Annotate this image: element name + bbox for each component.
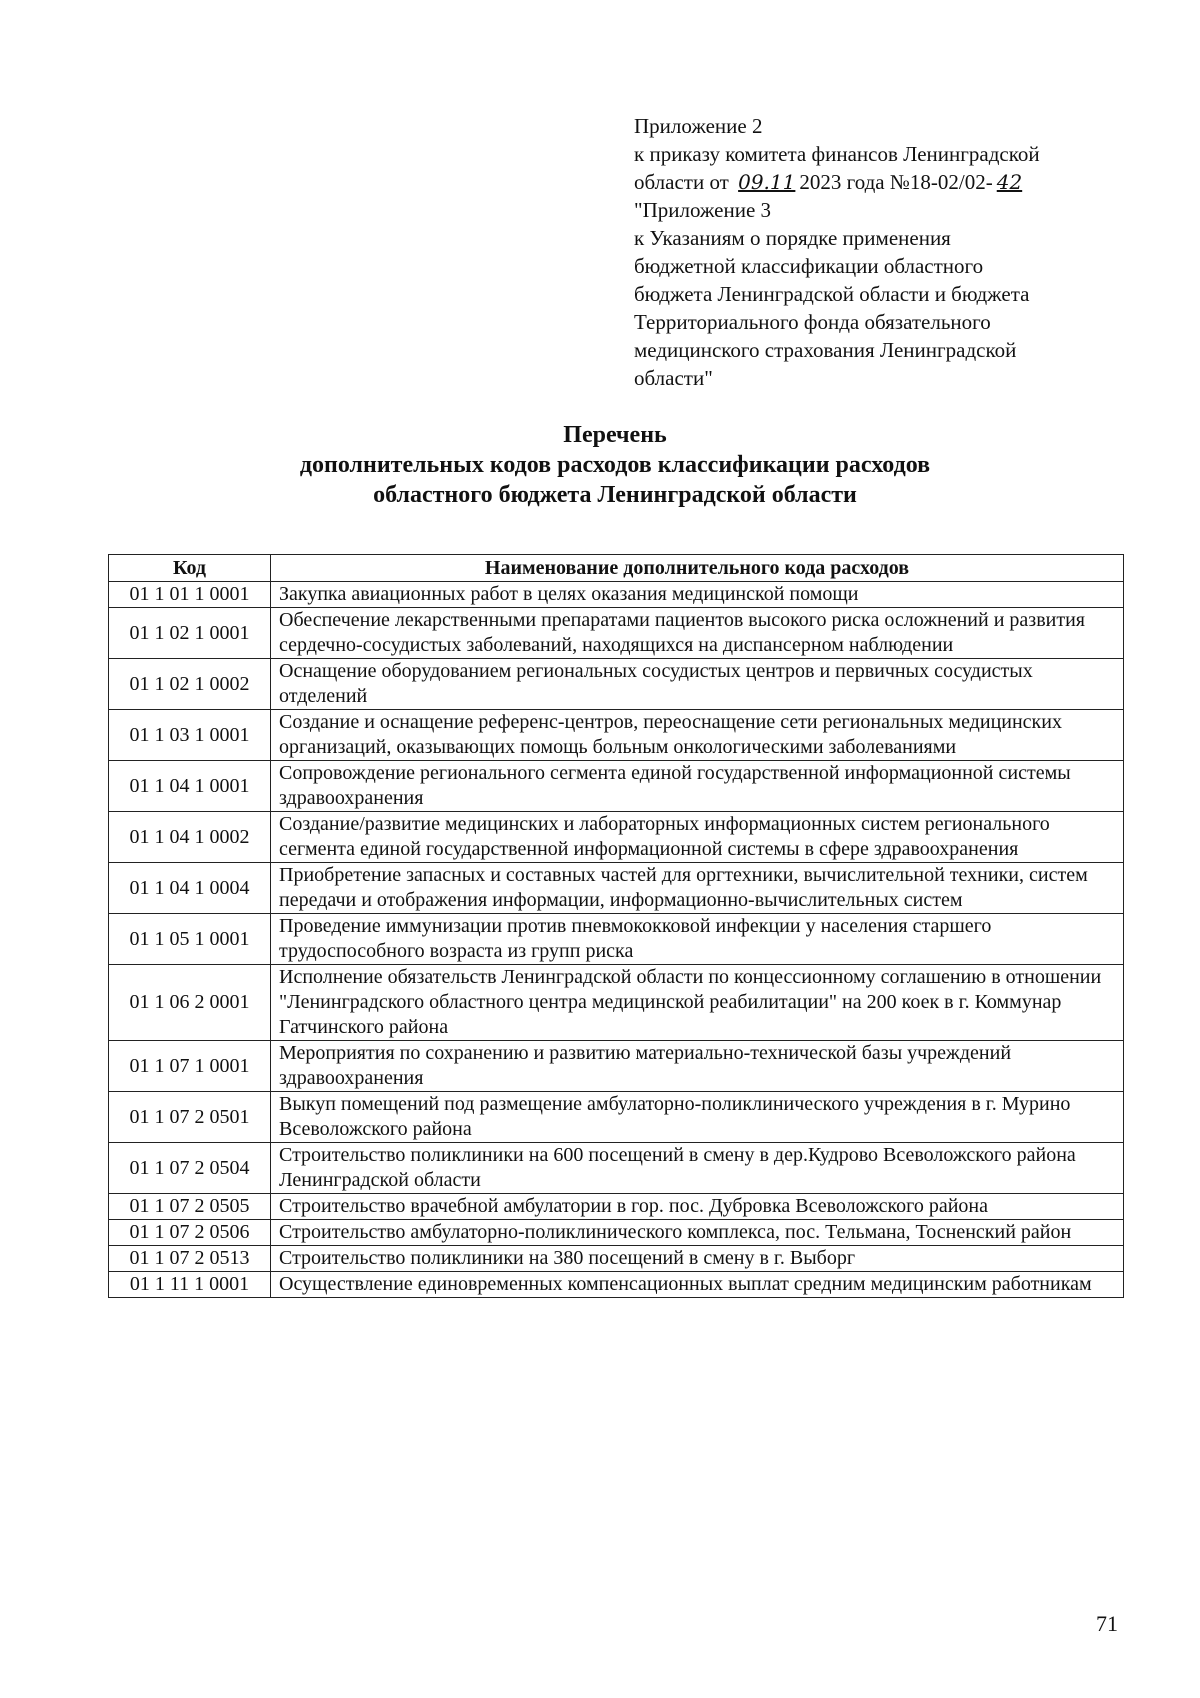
- appendix-header: [634, 112, 1134, 392]
- appendix-line: к Указаниям о порядке применения: [634, 226, 951, 250]
- table-row: [109, 965, 1124, 1041]
- appendix-line: области": [634, 366, 713, 390]
- table-row: [109, 582, 1124, 608]
- name-cell: Строительство амбулаторно-поликлинического комплекса, пос. Тельмана, Тосненский район: [271, 1220, 1124, 1246]
- code-cell: 01 1 02 1 0001: [109, 608, 271, 659]
- name-cell: Проведение иммунизации против пневмококковой инфекции у населения старшего трудоспособного возраста из групп риска: [271, 914, 1124, 965]
- table-row: [109, 761, 1124, 812]
- name-cell: Выкуп помещений под размещение амбулаторно-поликлинического учреждения в г. Мурино Всеволожского района: [271, 1092, 1124, 1143]
- name-cell: Создание и оснащение референс-центров, переоснащение сети региональных медицинских организаций, оказывающих помощь больным онкологическими заболеваниями: [271, 710, 1124, 761]
- appendix-line: к приказу комитета финансов Ленинградской: [634, 142, 1040, 166]
- appendix-line: бюджета Ленинградской области и бюджета: [634, 282, 1030, 306]
- appendix-order-line: [634, 168, 1134, 196]
- code-cell: 01 1 02 1 0002: [109, 659, 271, 710]
- expense-codes-table: [108, 554, 1124, 1298]
- name-cell: Сопровождение регионального сегмента единой государственной информационной системы здравоохранения: [271, 761, 1124, 812]
- title-line: областного бюджета Ленинградской области: [373, 482, 857, 508]
- table-row: [109, 914, 1124, 965]
- code-cell: 01 1 03 1 0001: [109, 710, 271, 761]
- code-cell: 01 1 04 1 0004: [109, 863, 271, 914]
- name-cell: Обеспечение лекарственными препаратами пациентов высокого риска осложнений и развития сердечно-сосудистых заболеваний, находящихся на диспансерном наблюдении: [271, 608, 1124, 659]
- name-cell: Осуществление единовременных компенсационных выплат средним медицинским работникам: [271, 1272, 1124, 1298]
- title-line: Перечень: [563, 422, 667, 448]
- table-row: [109, 1143, 1124, 1194]
- name-cell: Строительство поликлиники на 380 посещений в смену в г. Выборг: [271, 1246, 1124, 1272]
- appendix-line: медицинского страхования Ленинградской: [634, 338, 1017, 362]
- table-row: [109, 608, 1124, 659]
- name-cell: Исполнение обязательств Ленинградской области по концессионному соглашению в отношении "Ленинградского областного центра медицинской реабилитации" на 200 коек в г. Коммунар Гатчинского района: [271, 965, 1124, 1041]
- code-cell: 01 1 07 2 0506: [109, 1220, 271, 1246]
- code-cell: 01 1 11 1 0001: [109, 1272, 271, 1298]
- code-cell: 01 1 07 2 0501: [109, 1092, 271, 1143]
- title-line: дополнительных кодов расходов классификации расходов: [299, 452, 931, 478]
- code-cell: 01 1 07 2 0513: [109, 1246, 271, 1272]
- code-cell: 01 1 01 1 0001: [109, 582, 271, 608]
- table-row: [109, 1092, 1124, 1143]
- column-header-code: Код: [109, 555, 271, 582]
- table-row: [109, 1220, 1124, 1246]
- table-row: [109, 863, 1124, 914]
- code-cell: 01 1 06 2 0001: [109, 965, 271, 1041]
- appendix-line: Территориального фонда обязательного: [634, 310, 991, 334]
- appendix-line: "Приложение 3: [634, 198, 772, 222]
- name-cell: Мероприятия по сохранению и развитию материально-технической базы учреждений здравоохранения: [271, 1041, 1124, 1092]
- code-cell: 01 1 07 2 0504: [109, 1143, 271, 1194]
- document-title: [110, 420, 1120, 510]
- table-row: [109, 1272, 1124, 1298]
- appendix-text: 2023 года №18-02/02-: [799, 170, 993, 194]
- table-header-row: [109, 555, 1124, 582]
- name-cell: Строительство врачебной амбулатории в гор. пос. Дубровка Всеволожского района: [271, 1194, 1124, 1220]
- handwritten-date: 09.11: [738, 170, 796, 194]
- appendix-text: области от: [634, 170, 729, 194]
- code-cell: 01 1 07 1 0001: [109, 1041, 271, 1092]
- name-cell: Строительство поликлиники на 600 посещений в смену в дер.Кудрово Всеволожского района Ленинградской области: [271, 1143, 1124, 1194]
- table-row: [109, 1246, 1124, 1272]
- code-cell: 01 1 04 1 0002: [109, 812, 271, 863]
- table-row: [109, 710, 1124, 761]
- appendix-line: бюджетной классификации областного: [634, 254, 984, 278]
- table-row: [109, 1194, 1124, 1220]
- handwritten-order-number: 42: [996, 170, 1023, 194]
- name-cell: Приобретение запасных и составных частей для оргтехники, вычислительной техники, систем передачи и отображения информации, информационно-вычислительных систем: [271, 863, 1124, 914]
- column-header-name: Наименование дополнительного кода расходов: [271, 555, 1124, 582]
- table-row: [109, 812, 1124, 863]
- code-cell: 01 1 04 1 0001: [109, 761, 271, 812]
- table-row: [109, 1041, 1124, 1092]
- page-number: 71: [1096, 1611, 1118, 1636]
- appendix-line: Приложение 2: [634, 114, 763, 138]
- name-cell: Оснащение оборудованием региональных сосудистых центров и первичных сосудистых отделений: [271, 659, 1124, 710]
- table-row: [109, 659, 1124, 710]
- code-cell: 01 1 05 1 0001: [109, 914, 271, 965]
- name-cell: Закупка авиационных работ в целях оказания медицинской помощи: [271, 582, 1124, 608]
- name-cell: Создание/развитие медицинских и лабораторных информационных систем регионального сегмента единой государственной информационной системы в сфере здравоохранения: [271, 812, 1124, 863]
- code-cell: 01 1 07 2 0505: [109, 1194, 271, 1220]
